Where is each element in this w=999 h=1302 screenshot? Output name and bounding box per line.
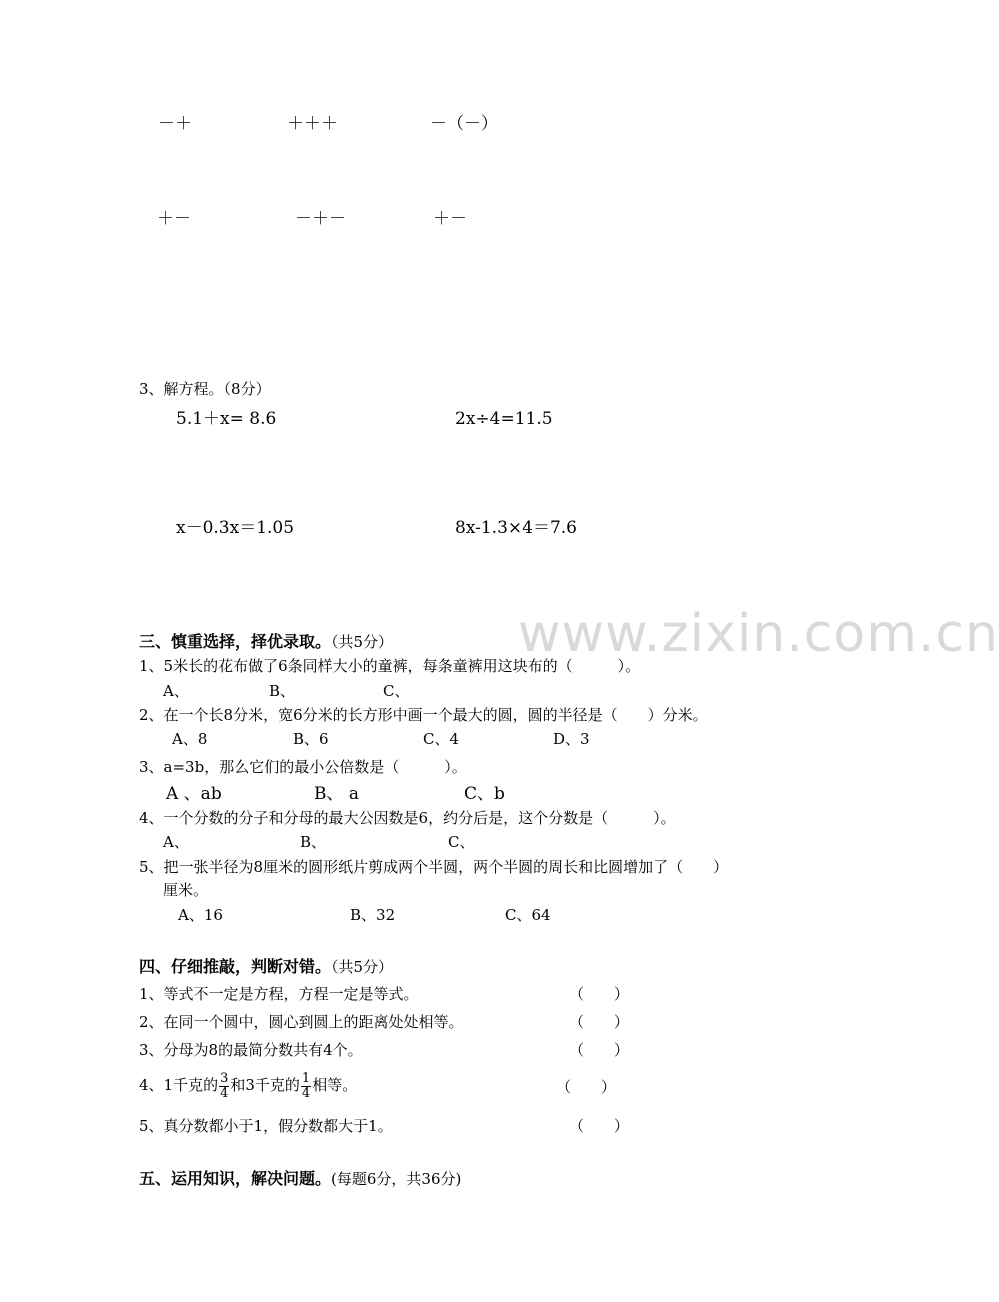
section3-title <box>139 632 393 652</box>
section5-heading: 五、运用知识，解决问题。 <box>139 1169 332 1188</box>
sign-row1-a: －＋ <box>158 114 192 134</box>
judge-5-bracket[interactable]: （ ） <box>569 1117 630 1135</box>
equation-4: 8x-1.3×4＝7.6 <box>455 518 577 538</box>
q5-stem-cont: 厘米。 <box>163 881 209 899</box>
fraction-2-denominator: 4 <box>301 1085 311 1101</box>
q3-option-c: C、b <box>464 784 505 804</box>
section5-score: (每题6分，共36分) <box>331 1170 462 1188</box>
fraction-three-quarters <box>219 1072 229 1101</box>
sign-row2-b: －＋－ <box>295 209 346 229</box>
fraction-one-quarter <box>301 1072 311 1101</box>
q2-option-b: B、6 <box>293 730 329 748</box>
q1-option-b: B、 <box>269 682 296 700</box>
judge-4-part-b: 和3千克的 <box>230 1076 300 1094</box>
sign-row2-a: ＋－ <box>157 209 191 229</box>
q5-option-c: C、64 <box>505 906 551 924</box>
sign-row2-c: ＋－ <box>433 209 467 229</box>
section5-title <box>139 1169 461 1189</box>
q2-option-d: D、3 <box>553 730 590 748</box>
judge-4-part-c: 相等。 <box>312 1076 358 1094</box>
section4-title <box>139 957 393 977</box>
q5-stem: 5、把一张半径为8厘米的圆形纸片剪成两个半圆，两个半圆的周长和比圆增加了（ ） <box>139 858 729 876</box>
judge-2-bracket[interactable]: （ ） <box>569 1013 630 1031</box>
q4-option-c: C、 <box>448 833 475 851</box>
q1-option-a: A、 <box>163 682 189 700</box>
section3-heading: 三、慎重选择，择优录取。 <box>139 632 332 651</box>
q1-option-c: C、 <box>383 682 410 700</box>
section3-score: （共5分） <box>331 633 394 651</box>
q3-option-b: B、 a <box>314 784 360 804</box>
equation-1: 5.1＋x= 8.6 <box>176 409 277 429</box>
judge-3-text: 3、分母为8的最简分数共有4个。 <box>139 1041 363 1059</box>
q3-stem: 3、a=3b，那么它们的最小公倍数是（ ）。 <box>139 758 467 776</box>
equation-3: x－0.3x＝1.05 <box>176 518 295 538</box>
fraction-2-numerator: 1 <box>301 1070 311 1086</box>
judge-5-text: 5、真分数都小于1，假分数都大于1。 <box>139 1117 393 1135</box>
q4-option-b: B、 <box>300 833 327 851</box>
equations-title: 3、解方程。（8分） <box>139 380 271 398</box>
q2-stem: 2、在一个长8分米，宽6分米的长方形中画一个最大的圆，圆的半径是（ ）分米。 <box>139 706 708 724</box>
section4-heading: 四、仔细推敲，判断对错。 <box>139 957 332 976</box>
judge-4-part-a: 4、1千克的 <box>139 1076 219 1094</box>
judge-4-bracket[interactable]: （ ） <box>556 1078 617 1096</box>
judge-4-text <box>139 1070 357 1101</box>
q2-option-a: A、8 <box>172 730 208 748</box>
q4-stem: 4、一个分数的分子和分母的最大公因数是6，约分后是，这个分数是（ ）。 <box>139 809 676 827</box>
q4-option-a: A、 <box>163 833 189 851</box>
q1-stem: 1、5米长的花布做了6条同样大小的童裤，每条童裤用这块布的（ ）。 <box>139 657 641 675</box>
judge-2-text: 2、在同一个圆中，圆心到圆上的距离处处相等。 <box>139 1013 464 1031</box>
judge-3-bracket[interactable]: （ ） <box>569 1041 630 1059</box>
q2-option-c: C、4 <box>423 730 460 748</box>
judge-1-text: 1、等式不一定是方程，方程一定是等式。 <box>139 985 419 1003</box>
q3-option-a: A 、ab <box>166 784 222 804</box>
q5-option-a: A、16 <box>178 906 223 924</box>
equation-2: 2x÷4=11.5 <box>455 409 553 429</box>
sign-row1-c: －（－） <box>430 114 498 134</box>
watermark: www.zixin.com.cn <box>518 604 999 664</box>
judge-1-bracket[interactable]: （ ） <box>569 985 630 1003</box>
section4-score: （共5分） <box>331 958 394 976</box>
sign-row1-b: ＋＋＋ <box>287 114 338 134</box>
fraction-1-numerator: 3 <box>220 1070 229 1086</box>
q5-option-b: B、32 <box>350 906 396 924</box>
fraction-1-denominator: 4 <box>220 1085 229 1101</box>
